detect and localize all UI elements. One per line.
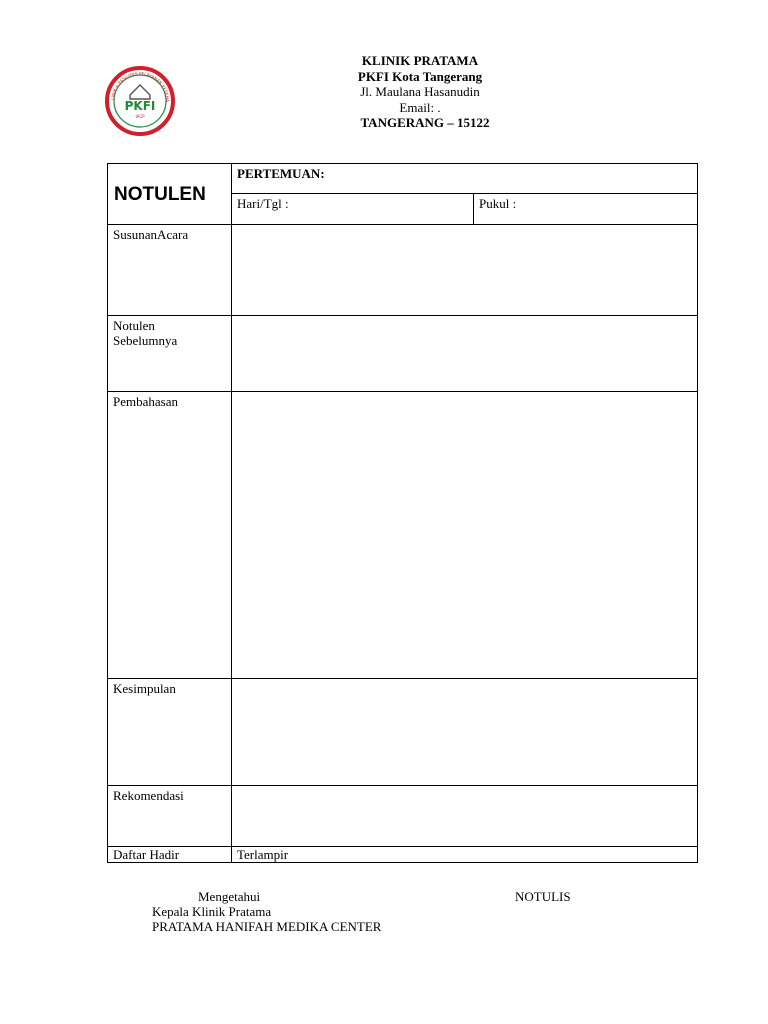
form-title: NOTULEN	[108, 164, 232, 225]
prev-notes-label-line2: Sebelumnya	[113, 333, 178, 348]
prev-notes-label-line1: Notulen	[113, 318, 155, 333]
recommendation-label: Rekomendasi	[108, 786, 232, 847]
prev-notes-field[interactable]	[232, 316, 698, 392]
meeting-label: PERTEMUAN:	[237, 166, 325, 181]
date-label: Hari/Tgl :	[237, 196, 289, 211]
logo-sub: IACP	[135, 114, 145, 119]
head-title: Kepala Klinik Pratama	[152, 904, 272, 919]
logo-text: PKFI	[124, 99, 156, 113]
organization: PKFI Kota Tangerang	[357, 68, 483, 84]
agenda-field[interactable]	[232, 225, 698, 316]
meeting-field[interactable]	[232, 164, 698, 194]
discussion-label: Pembahasan	[108, 392, 232, 679]
notulen-form	[107, 163, 698, 863]
city: TANGERANG – 15122	[360, 115, 490, 130]
time-field[interactable]	[474, 194, 698, 225]
agenda-label: SusunanAcara	[108, 225, 232, 316]
conclusion-field[interactable]	[232, 679, 698, 786]
clinic-full-name: PRATAMA HANIFAH MEDIKA CENTER	[152, 919, 382, 934]
note-taker-label: NOTULIS	[515, 889, 571, 904]
email: Email: .	[399, 99, 441, 115]
letterhead	[300, 53, 540, 131]
logo-ring-text: LINIK & FASILITAS PELAYANAN KESEHA	[110, 70, 171, 102]
acknowledged-label: Mengetahui	[198, 889, 261, 904]
attendance-value: Terlampir	[232, 847, 698, 863]
pkfi-logo	[104, 65, 176, 137]
prev-notes-label	[108, 316, 232, 392]
conclusion-label: Kesimpulan	[108, 679, 232, 786]
clinic-name: KLINIK PRATAMA	[361, 53, 479, 68]
recommendation-field[interactable]	[232, 786, 698, 847]
discussion-field[interactable]	[232, 392, 698, 679]
date-field[interactable]	[232, 194, 474, 225]
address: Jl. Maulana Hasanudin	[360, 84, 480, 99]
time-label: Pukul :	[479, 196, 517, 211]
attendance-label: Daftar Hadir	[108, 847, 232, 863]
